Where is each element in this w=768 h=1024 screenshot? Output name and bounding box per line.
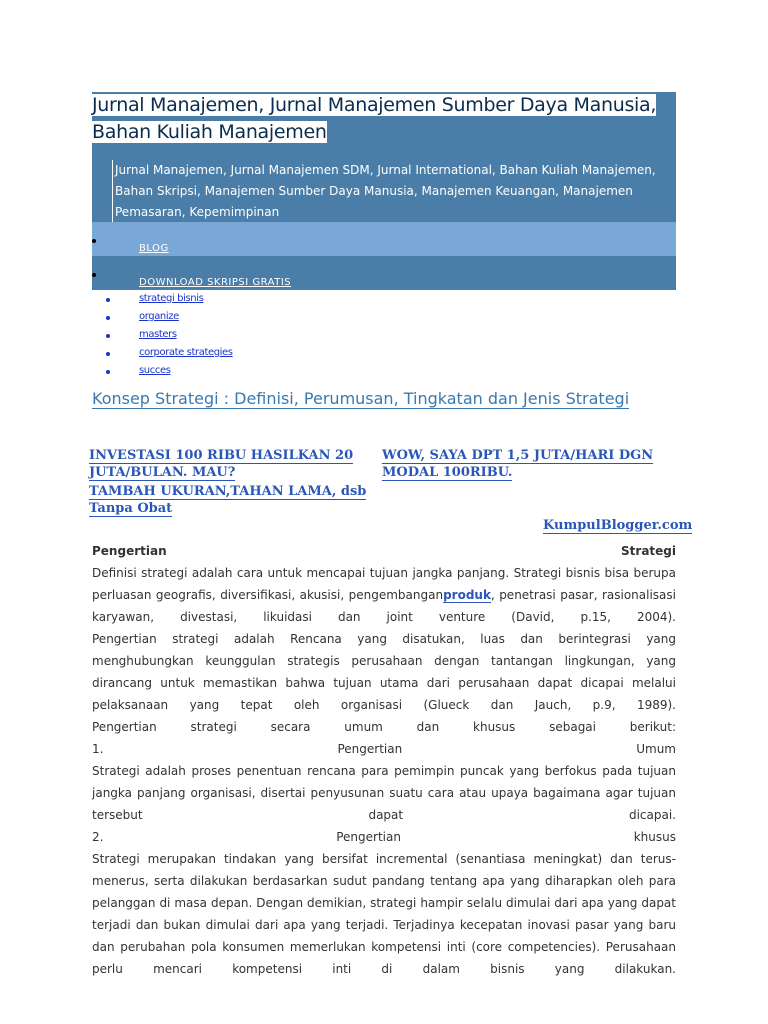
sublink-corporate-strategies[interactable]: corporate strategies [139,347,233,358]
heading-right: Strategi [621,544,676,558]
nav-link-download-skripsi[interactable]: DOWNLOAD SKRIPSI GRATIS [139,277,292,288]
paragraph-text: Definisi strategi adalah cara untuk mencapai tujuan jangka panjang. Strategi bisnis bisa berupa perluasan geografis, diversifikasi, akusisi, pengembangan [92,566,676,602]
bullet-icon [92,239,96,243]
nav-item-blog [92,222,676,256]
paragraph: Pengertian strategi adalah Rencana yang disatukan, luas dan berintegrasi yang menghubungkan keunggulan strategis perusahaan dengan tantangan lingkungan, yang dirancang untuk memastikan bahwa tujuan utama dari perusahaan dapat dicapai melalui pelaksanaan yang tepat oleh organisasi (Glueck dan Jauch, p.9, 1989). [92,632,676,712]
produk-link[interactable]: produk [443,588,491,602]
ad-credit-link[interactable] [543,517,692,534]
sublink-succes[interactable]: succes [139,365,171,376]
sublink-organize[interactable]: organize [139,311,179,322]
heading-left: Pengertian [92,544,167,558]
paragraph: 1. Pengertian Umum [92,742,676,756]
article-heading [92,540,676,562]
paragraph: 2. Pengertian khusus [92,830,676,844]
ad-credit-text[interactable]: KumpulBlogger.com [543,518,693,533]
nav-item-download [92,256,676,290]
bullet-icon [92,273,96,277]
ad-link-wow[interactable] [382,447,672,481]
site-title[interactable] [92,92,676,146]
site-title-text[interactable]: Jurnal Manajemen, Jurnal Manajemen Sumber Daya Manusia, Bahan Kuliah Manajemen [92,94,657,143]
ad-link-tambah-ukuran[interactable] [89,483,379,517]
post-title-text[interactable]: Konsep Strategi : Definisi, Perumusan, Tingkatan dan Jenis Strategi [92,389,630,408]
ad-text[interactable]: WOW, SAYA DPT 1,5 JUTA/HARI DGN MODAL 100RIBU. [382,448,654,480]
blog-header [92,92,676,222]
article-body [92,540,676,980]
ad-text[interactable]: TAMBAH UKURAN,TAHAN LAMA, dsb Tanpa Obat [89,484,367,516]
sublink-masters[interactable]: masters [139,329,177,340]
ad-text[interactable]: INVESTASI 100 RIBU HASILKAN 20 JUTA/BULAN. MAU? [89,448,354,480]
paragraph-text: , penetrasi pasar, rasionalisasi karyawan, divestasi, likuidasi dan joint venture (David, p.15, 2004). [92,588,677,624]
paragraph: Pengertian strategi secara umum dan khusus sebagai berikut: [92,720,676,734]
nav-link-blog[interactable]: BLOG [139,243,169,254]
site-description: Jurnal Manajemen, Jurnal Manajemen SDM, Jurnal International, Bahan Kuliah Manajemen, Bahan Skripsi, Manajemen Sumber Daya Manusia, Manajemen Keuangan, Manajemen Pemasaran, Kepemimpinan [112,160,671,223]
paragraph: Strategi adalah proses penentuan rencana para pemimpin puncak yang berfokus pada tujuan jangka panjang organisasi, disertai penyusunan suatu cara atau upaya bagaimana agar tujuan tersebut dapat dicapai. [92,764,676,822]
post-title[interactable] [92,387,676,410]
ad-link-investasi[interactable] [89,447,369,481]
paragraph: Strategi merupakan tindakan yang bersifat incremental (senantiasa meningkat) dan terus-menerus, serta dilakukan berdasarkan sudut pandang tentang apa yang diharapkan oleh para pelanggan di masa depan. Dengan demikian, strategi hampir selalu dimulai dari apa yang dapat terjadi dan bukan dimulai dari apa yang terjadi. Terjadinya kecepatan inovasi pasar yang baru dan perubahan pola konsumen memerlukan kompetensi inti (core competencies). Perusahaan perlu mencari kompetensi inti di dalam bisnis yang dilakukan. [92,852,676,976]
paragraph [92,562,676,628]
sublink-strategi-bisnis[interactable]: strategi bisnis [139,293,204,304]
